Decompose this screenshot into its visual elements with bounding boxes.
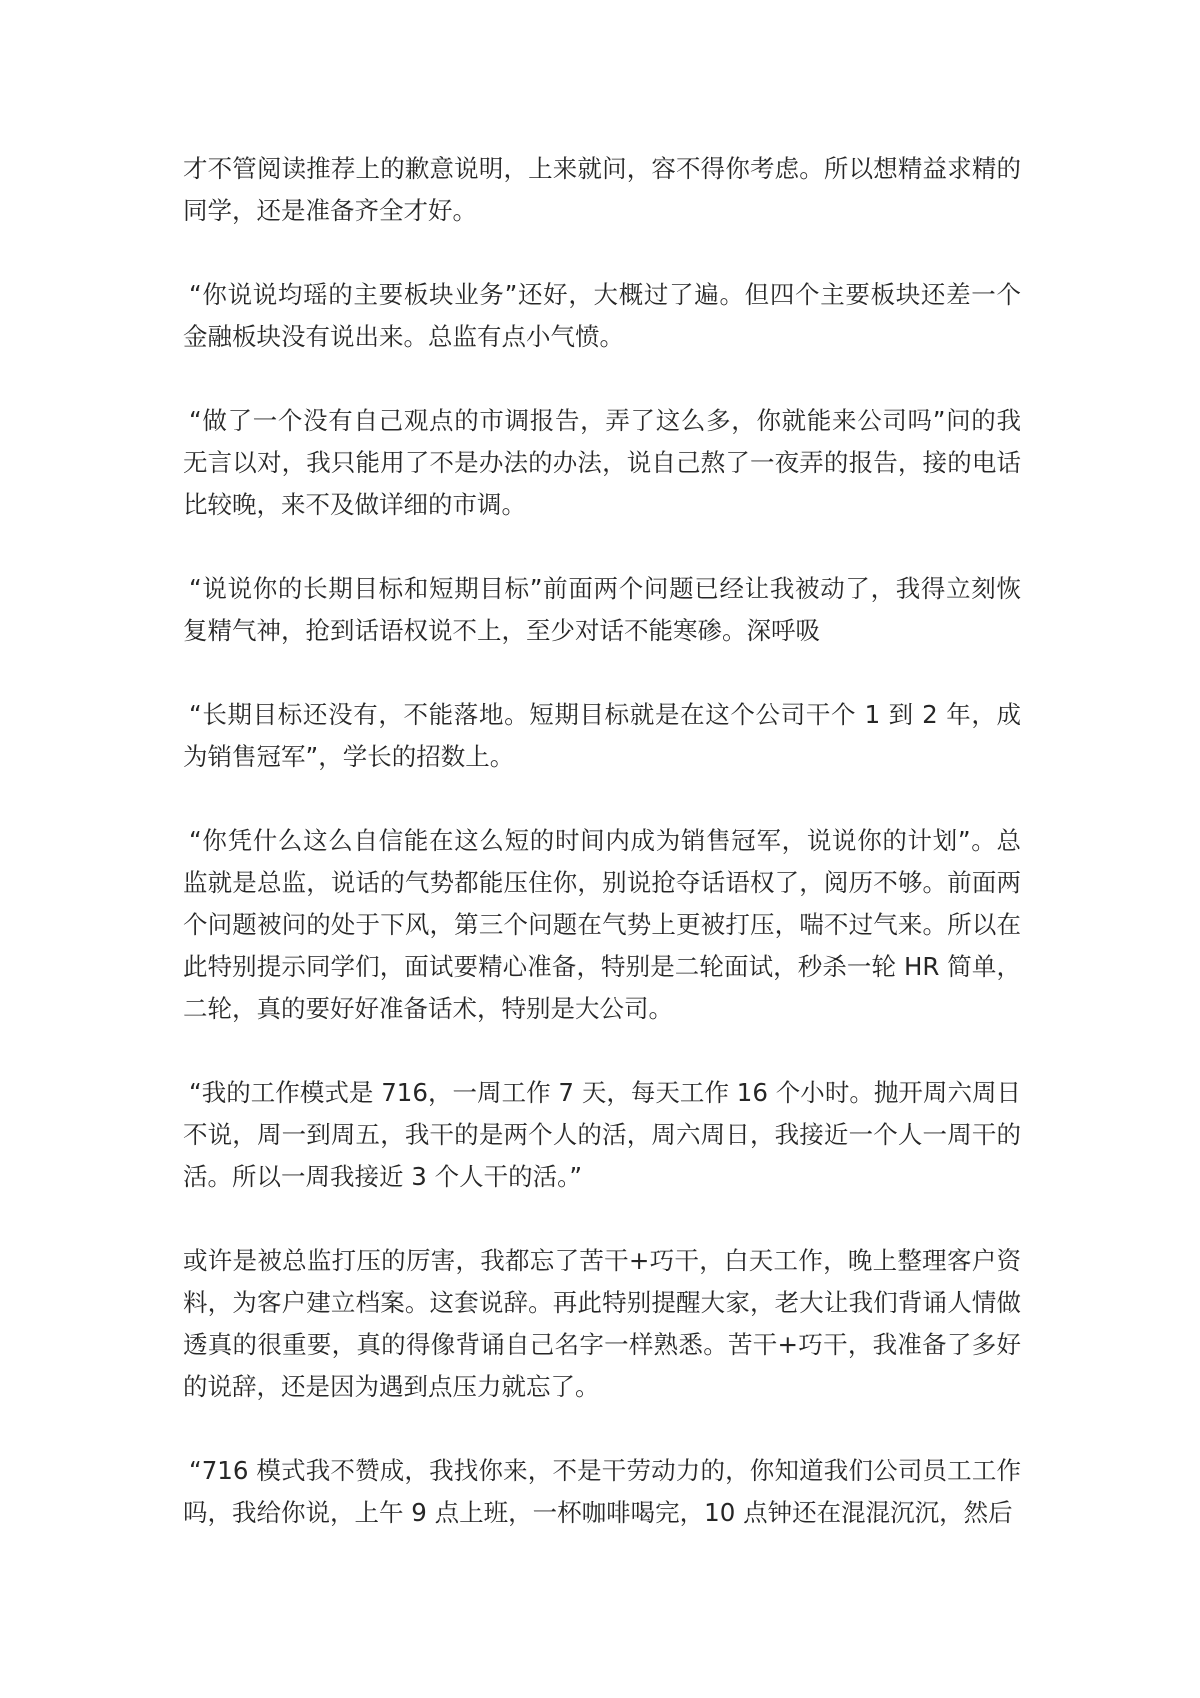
paragraph-9: “716 模式我不赞成，我找你来，不是干劳动力的，你知道我们公司员工工作吗，我给你说，上午 9 点上班，一杯咖啡喝完，10 点钟还在混混沉沉，然后 (183, 1456, 1021, 1527)
paragraph-8: 或许是被总监打压的厉害，我都忘了苦干+巧干，白天工作，晚上整理客户资料，为客户建立档案。这套说辞。再此特别提醒大家，老大让我们背诵人情做透真的很重要，真的得像背诵自己名字一样熟悉。苦干+巧干，我准备了多好的说辞，还是因为遇到点压力就忘了。 (183, 1246, 1021, 1401)
paragraph-3: “做了一个没有自己观点的市调报告，弄了这么多，你就能来公司吗”问的我无言以对，我只能用了不是办法的办法，说自己熬了一夜弄的报告，接的电话比较晚，来不及做详细的市调。 (183, 406, 1021, 519)
paragraph-2: “你说说均瑶的主要板块业务”还好，大概过了遍。但四个主要板块还差一个金融板块没有说出来。总监有点小气愤。 (183, 280, 1021, 351)
paragraph-4: “说说你的长期目标和短期目标”前面两个问题已经让我被动了，我得立刻恢复精气神，抢到话语权说不上，至少对话不能寒碜。深呼吸 (183, 574, 1021, 645)
paragraph-5: “长期目标还没有，不能落地。短期目标就是在这个公司干个 1 到 2 年，成为销售冠军”，学长的招数上。 (183, 700, 1021, 771)
paragraph-1: 才不管阅读推荐上的歉意说明，上来就问，容不得你考虑。所以想精益求精的同学，还是准备齐全才好。 (183, 154, 1021, 225)
document-body (183, 148, 1021, 1534)
paragraph-6: “你凭什么这么自信能在这么短的时间内成为销售冠军，说说你的计划”。总监就是总监，说话的气势都能压住你，别说抢夺话语权了，阅历不够。前面两个问题被问的处于下风，第三个问题在气势上更被打压，喘不过气来。所以在此特别提示同学们，面试要精心准备，特别是二轮面试，秒杀一轮 HR 简单，二轮，真的要好好准备话术，特别是大公司。 (183, 826, 1021, 1023)
paragraph-7: “我的工作模式是 716，一周工作 7 天，每天工作 16 个小时。抛开周六周日不说，周一到周五，我干的是两个人的活，周六周日，我接近一个人一周干的活。所以一周我接近 3 个人干的活。” (183, 1078, 1021, 1191)
